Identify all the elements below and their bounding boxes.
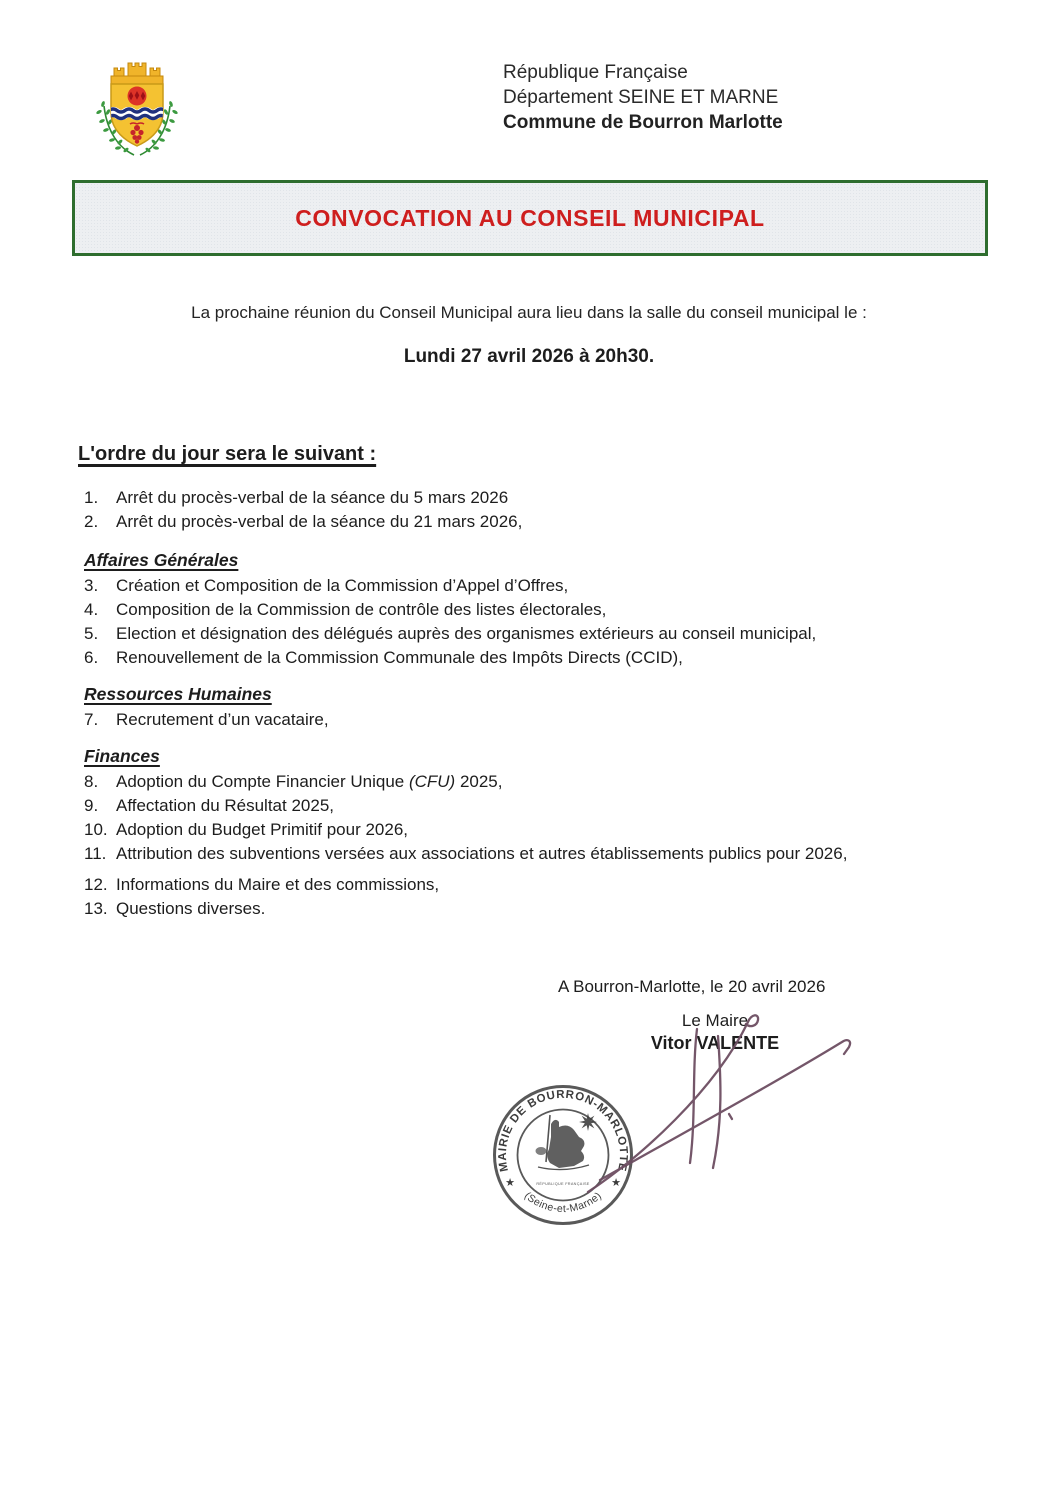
agenda-item: [84, 842, 986, 866]
closing-place-date: A Bourron-Marlotte, le 20 avril 2026: [558, 977, 826, 996]
agenda-section-heading: [84, 683, 986, 706]
agenda-item-number: 11.: [84, 844, 107, 863]
agenda-item-text: Recrutement d’un vacataire,: [116, 710, 329, 729]
agenda-item-text: Election et désignation des délégués auprès des organismes extérieurs au conseil municipal,: [116, 624, 817, 643]
official-stamp: [491, 1082, 635, 1228]
agenda-item-text: Arrêt du procès-verbal de la séance du 5 mars 2026: [116, 488, 509, 507]
agenda-item-number: 6.: [84, 648, 99, 667]
agenda-item-text-pre: Adoption du Compte Financier Unique: [116, 772, 409, 791]
commune-crest-icon: [86, 54, 188, 162]
stamp-bottom-text: (Seine-et-Marne): [521, 1189, 605, 1216]
agenda-section-heading: [84, 549, 986, 572]
signer-role: Le Maire: [681, 1011, 749, 1030]
agenda-item-number: 7.: [84, 710, 99, 729]
agenda-item-number: 13.: [84, 899, 108, 918]
agenda-item-number: 9.: [84, 796, 99, 815]
agenda-item: [84, 486, 986, 510]
agenda-item-number: 12.: [84, 875, 108, 894]
title-box: [72, 180, 988, 256]
letterhead-commune: Commune de Bourron Marlotte: [503, 112, 783, 133]
agenda-item-text-italic: (CFU): [408, 772, 456, 791]
agenda-item: [84, 598, 986, 622]
agenda-item-text-post: 2025,: [455, 772, 503, 791]
agenda-item: [84, 646, 986, 670]
agenda-list: [84, 486, 986, 921]
meeting-datetime: Lundi 27 avril 2026 à 20h30.: [403, 346, 655, 367]
stamp-star-left-icon: ★: [505, 1177, 515, 1189]
agenda-item: [84, 510, 986, 534]
section-heading-text: Ressources Humaines: [84, 684, 272, 704]
agenda-item-text: Arrêt du procès-verbal de la séance du 21 mars 2026,: [116, 512, 523, 531]
signer-block: [562, 1009, 868, 1055]
letterhead: [503, 60, 783, 135]
stamp-emblem: [536, 1113, 598, 1186]
agenda-item-text: Attribution des subventions versées aux associations et autres établissements publics pour 2026,: [116, 844, 848, 863]
document-title: CONVOCATION AU CONSEIL MUNICIPAL: [295, 204, 765, 231]
agenda-item: [84, 622, 986, 646]
agenda-item-number: 8.: [84, 772, 99, 791]
agenda-item: [84, 708, 986, 732]
agenda-item-number: 5.: [84, 624, 99, 643]
agenda-item: [84, 873, 986, 897]
agenda-item-text: Composition de la Commission de contrôle des listes électorales,: [116, 600, 607, 619]
stamp-caption: RÉPUBLIQUE FRANÇAISE: [536, 1182, 590, 1186]
agenda-item-text: Adoption du Budget Primitif pour 2026,: [116, 820, 409, 839]
agenda-item-text: Renouvellement de la Commission Communale des Impôts Directs (CCID),: [116, 648, 683, 667]
letterhead-department: Département SEINE ET MARNE: [503, 87, 779, 108]
agenda-item-number: 2.: [84, 512, 99, 531]
letterhead-republic: République Française: [503, 62, 688, 83]
agenda-item: [84, 818, 986, 842]
agenda-item-text: Questions diverses.: [116, 899, 266, 918]
stamp-star-right-icon: ★: [611, 1177, 621, 1189]
agenda-item-text: Création et Composition de la Commission d’Appel d’Offres,: [116, 576, 569, 595]
agenda-item-text: Informations du Maire et des commissions,: [116, 875, 440, 894]
agenda-item-number: 1.: [84, 488, 99, 507]
agenda-item-text: [116, 770, 986, 794]
agenda-item-number: 4.: [84, 600, 99, 619]
crest-crown: [111, 63, 163, 84]
crest-shield: [109, 84, 165, 146]
section-heading-text: Finances: [84, 746, 160, 766]
intro-text: La prochaine réunion du Conseil Municipal aura lieu dans la salle du conseil municipal le :: [191, 303, 867, 322]
agenda-item: [84, 897, 986, 921]
agenda-item: [84, 770, 986, 794]
signer-name: Vitor VALENTE: [650, 1033, 780, 1053]
section-heading-text: Affaires Générales: [84, 550, 239, 570]
agenda-item: [84, 794, 986, 818]
agenda-item-text: Affectation du Résultat 2025,: [116, 796, 335, 815]
stamp-top-text: MAIRIE DE BOURRON-MARLOTTE: [496, 1088, 630, 1173]
agenda-section-heading: [84, 745, 986, 768]
agenda-heading: L'ordre du jour sera le suivant :: [78, 443, 377, 465]
agenda-item-number: 10.: [84, 820, 108, 839]
agenda-item-number: 3.: [84, 576, 99, 595]
svg-text:(Seine-et-Marne): [522, 1190, 604, 1215]
agenda-item: [84, 574, 986, 598]
